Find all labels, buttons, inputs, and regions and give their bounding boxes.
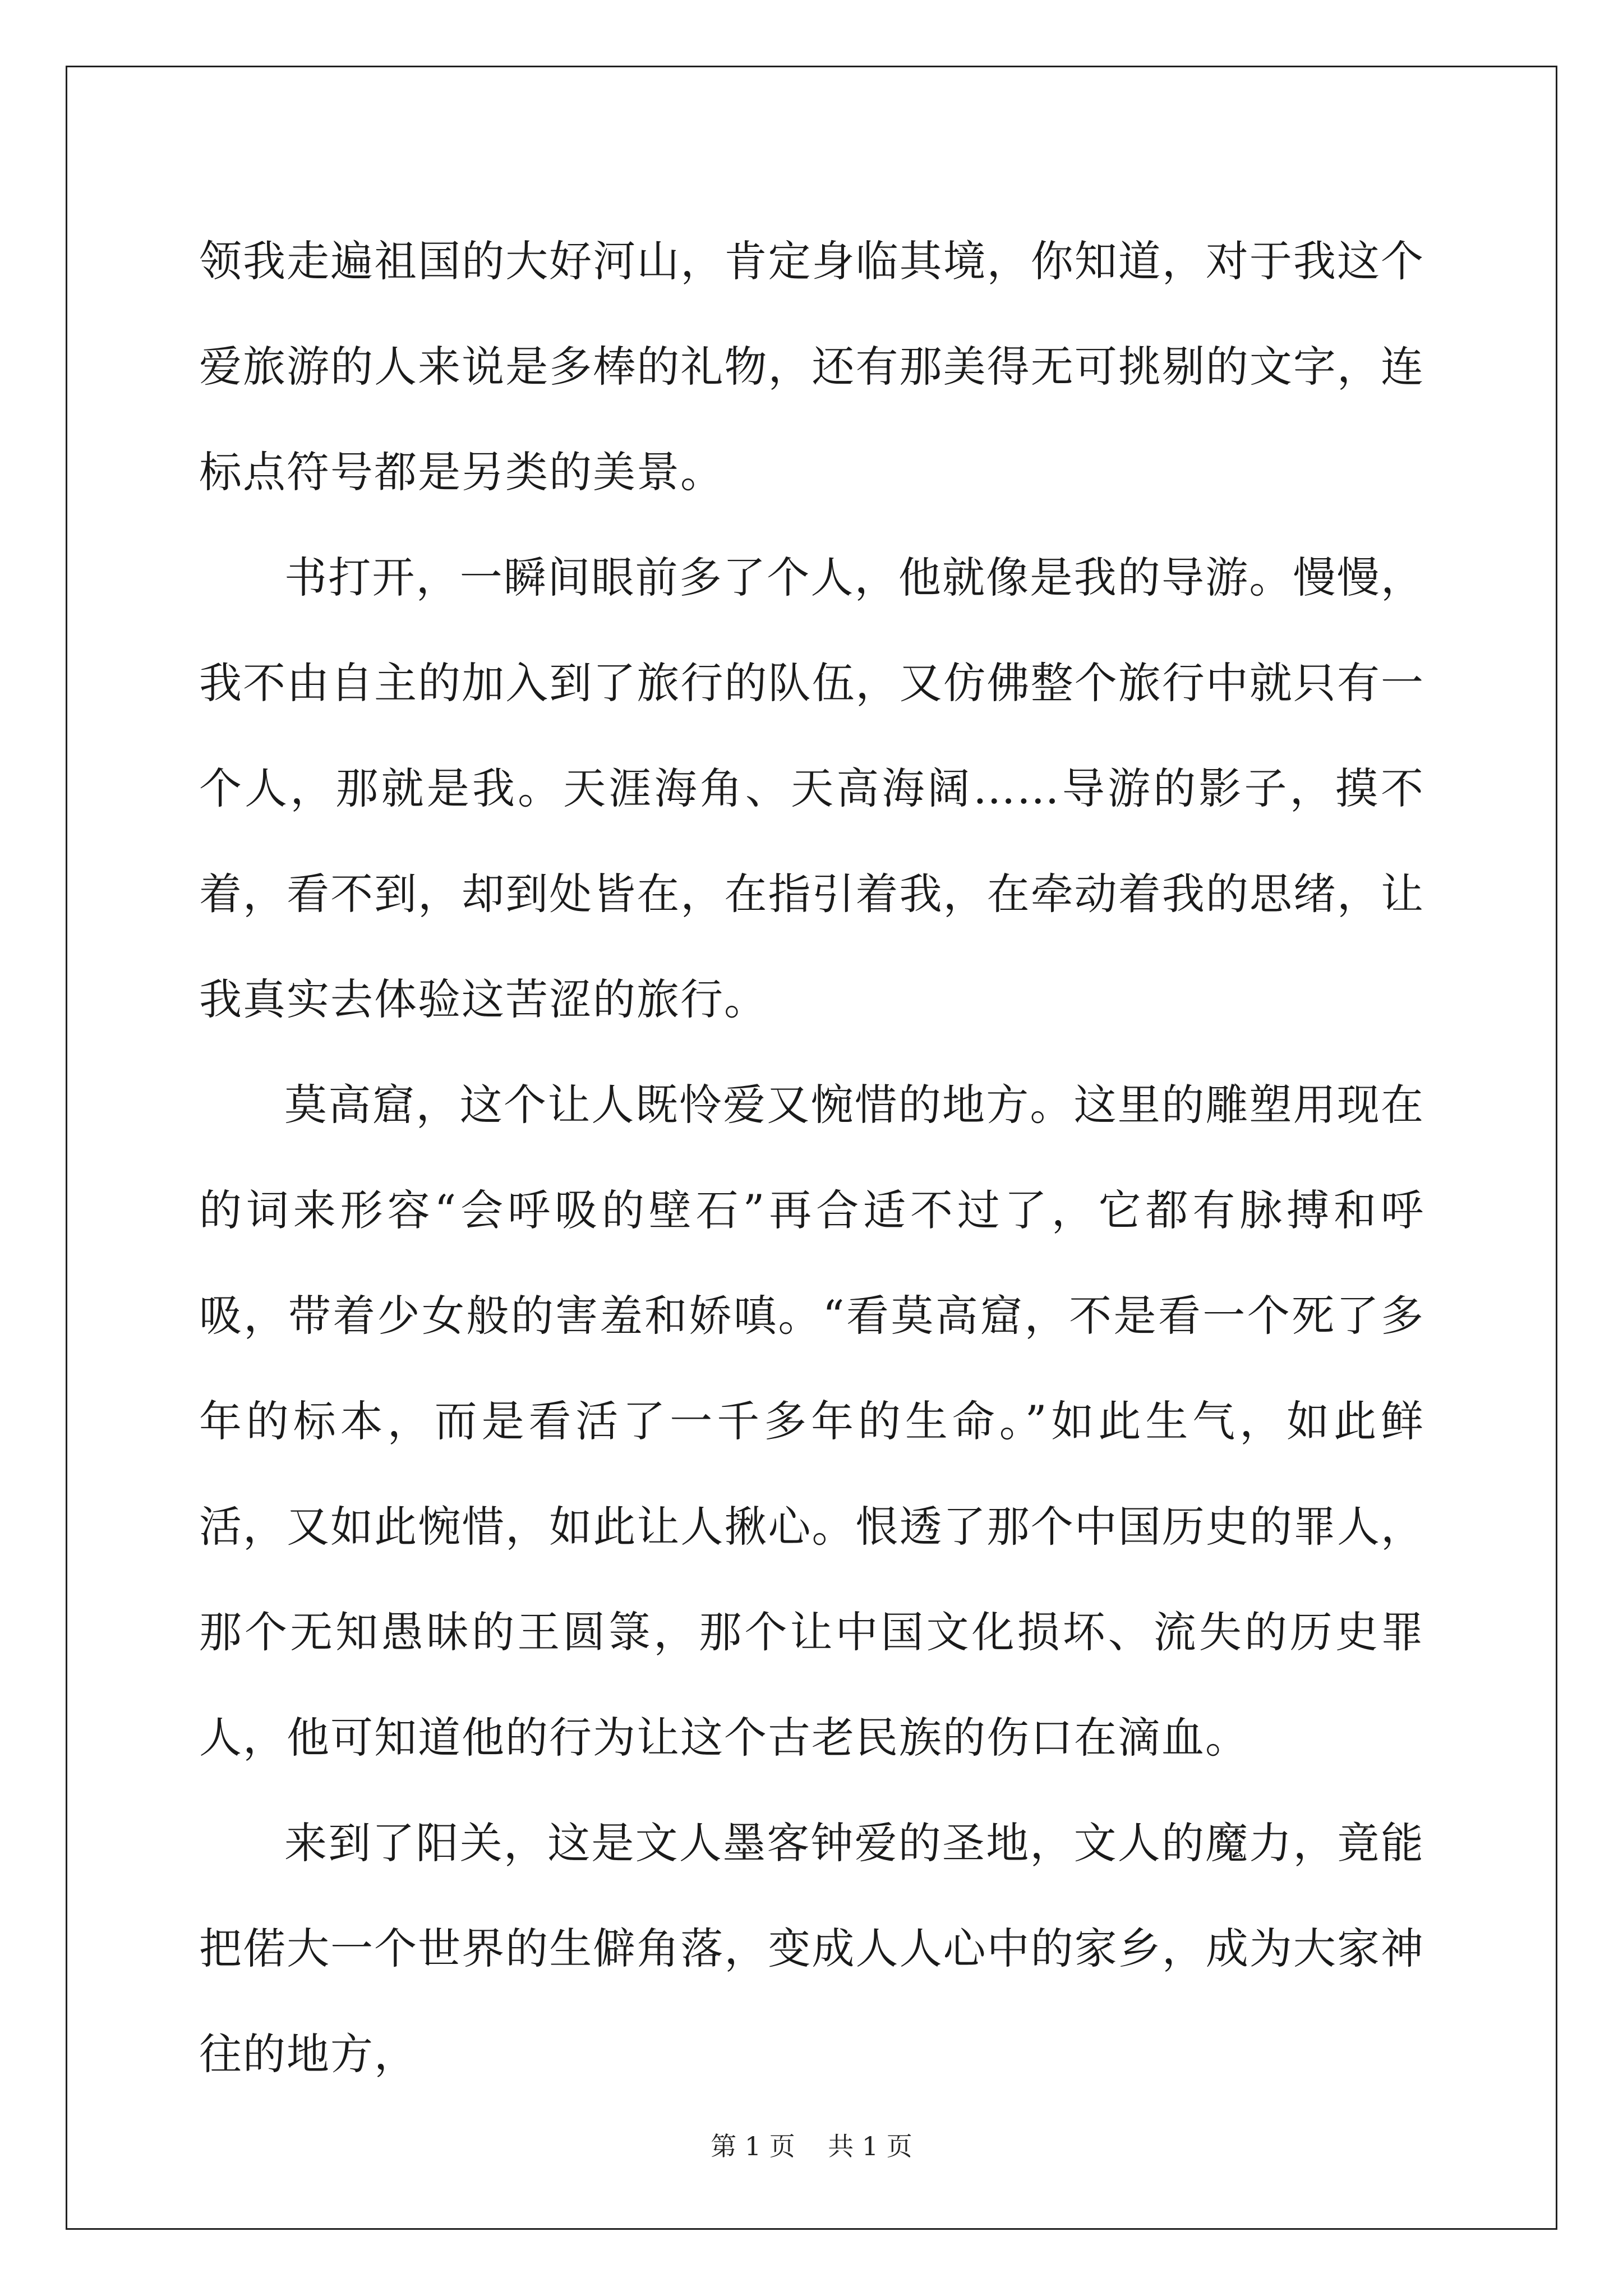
document-body bbox=[199, 209, 1424, 2107]
paragraph-3: 莫高窟，这个让人既怜爱又惋惜的地方。这里的雕塑用现在的词来形容“会呼吸的壁石”再合适不过了，它都有脉搏和呼吸，带着少女般的害羞和娇嗔。“看莫高窟，不是看一个死了多年的标本，而是看活了一千多年的生命。”如此生气，如此鲜活，又如此惋惜，如此让人揪心。恨透了那个中国历史的罪人，那个无知愚昧的王圆箓，那个让中国文化损坏、流失的历史罪人，他可知道他的行为让这个古老民族的伤口在滴血。 bbox=[199, 1080, 1424, 1763]
paragraph-4: 来到了阳关，这是文人墨客钟爱的圣地，文人的魔力，竟能把偌大一个世界的生僻角落，变成人人心中的家乡，成为大家神往的地方， bbox=[199, 1818, 1424, 2079]
paragraph-2: 书打开，一瞬间眼前多了个人，他就像是我的导游。慢慢，我不由自主的加入到了旅行的队伍，又仿佛整个旅行中就只有一个人，那就是我。天涯海角、天高海阔……导游的影子，摸不着，看不到，却到处皆在，在指引着我，在牵动着我的思绪，让我真实去体验这苦涩的旅行。 bbox=[199, 553, 1424, 1024]
page-footer: 第 1 页 共 1 页 bbox=[711, 2131, 912, 2161]
paragraph-1: 领我走遍祖国的大好河山，肯定身临其境，你知道，对于我这个爱旅游的人来说是多棒的礼物，还有那美得无可挑剔的文字，连标点符号都是另类的美景。 bbox=[199, 236, 1424, 497]
